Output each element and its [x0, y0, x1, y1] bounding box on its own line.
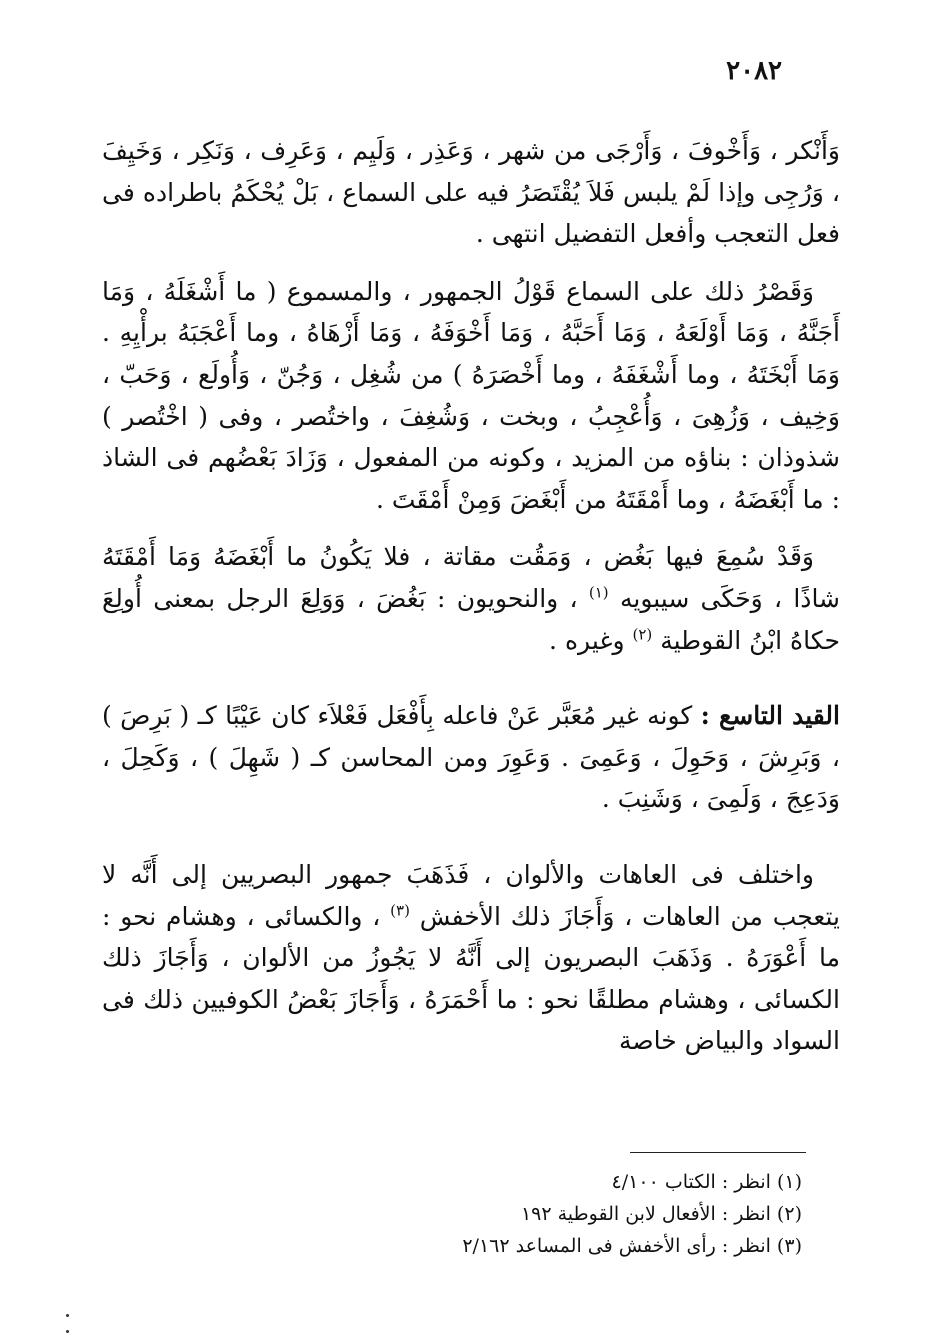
footnote-ref-2[interactable]: (٢)	[632, 625, 653, 644]
footnote-3: (٣) انظر : رأى الأخفش فى المساعد ٢/١٦٢	[462, 1235, 802, 1257]
paragraph-4	[102, 695, 840, 820]
footnote-ref-1[interactable]: (١)	[588, 583, 609, 602]
main-text	[102, 130, 840, 1062]
footnote-divider	[630, 1152, 806, 1153]
page-number: ٢٠٨٢	[726, 56, 782, 86]
section-gap	[102, 661, 840, 695]
paragraph-1: وَأَنْكر ، وَأَخْوفَ ، وَأَرْجَى من شهر ، وَعَذِر ، وَلَيِم ، وَعَرِف ، وَنَكِر ، وَخَيِفَ ، وَرُجِى وإذا لَمْ يلبس فَلاَ يُقْتَصَرُ فيه على السماع ، بَلْ يُحْكَمُ باطراده فى فعل التعجب وأفعل التفضيل انتهى .	[102, 136, 840, 249]
paragraph-3-text-c: وغيره .	[549, 625, 625, 655]
footnotes	[202, 1166, 802, 1262]
paragraph-5-text-b: ، والكسائى ، وهشام نحو : ما أَعْوَرَهُ . وَذَهَبَ البصريون إلى أَنَّهُ لا يَجُوزُ من الألوان ، وَأَجَازَ ذلك الكسائى ، وهشام مطلقًا نحو : ما أَحْمَرَهُ ، وَأَجَازَ بَعْضُ الكوفيين ذلك فى السواد والبياض خاصة	[102, 901, 840, 1056]
scan-speck	[66, 1330, 69, 1333]
footnote-ref-3[interactable]: (٣)	[390, 901, 410, 920]
section-gap	[102, 820, 840, 854]
paragraph-2: وَقَصْرُ ذلك على السماع قَوْلُ الجمهور ، والمسموع ( ما أَشْغَلَهُ ، وَمَا أَجَنَّهُ ، وَمَا أَوْلَعَهُ ، وَمَا أَحَبَّهُ ، وَمَا أَخْوَفَهُ ، وَمَا أَزْهَاهُ ، وما أَعْجَبَهُ برأْيِهِ . وَمَا أَبْخَتَهُ ، وما أَشْغَفَهُ ، وما أَخْصَرَهُ ) من شُغِل ، وَجُنّ ، وَأُولَع ، وَحَبّ ، وَخِيف ، وَزُهِىَ ، وَأُعْجِبُ ، وبخت ، وَشُغِفَ ، واختُصر ، وفى ( اخْتُصر ) شذوذان : بناؤه من المزيد ، وكونه من المفعول ، وَزَادَ بَعْضُهم فى الشاذ : ما أَبْغَضَهُ ، وما أَمْقَتَهُ من أَبْغَضَ وَمِنْ أَمْقَتَ .	[102, 276, 840, 514]
paragraph-5	[102, 854, 840, 1062]
footnote-2: (٢) انظر : الأفعال لابن القوطية ١٩٢	[520, 1203, 802, 1225]
paragraph-5-text-a: واختلف فى العاهات والألوان ، فَذَهَبَ جمهور البصريين إلى أَنَّه لا يتعجب من العاهات ، وَأَجَازَ ذلك الأخفش	[102, 859, 840, 931]
section-heading: القيد التاسع :	[700, 701, 840, 731]
paragraph-3-text-b: ، والنحويون : بَغُضَ ، وَوَلِعَ الرجل بمعنى أُولِعَ حكاهُ ابْنُ القوطية	[102, 583, 840, 655]
paragraph-3	[102, 536, 840, 661]
paragraph-3-text-a: وَقَدْ سُمِعَ فيها بَغُض ، وَمَقُت مقاتة ، فلا يَكُونُ ما أَبْغَضَهُ وَمَا أَمْقَتَهُ شاذًا ، وَحَكَى سيبويه	[102, 542, 841, 613]
footnote-1: (١) انظر : الكتاب ٤/١٠٠	[611, 1171, 802, 1193]
scan-speck	[66, 1314, 69, 1317]
paragraph-gap	[102, 520, 840, 536]
scan-speck-marks	[62, 1312, 72, 1342]
paragraph-4-text: كونه غير مُعَبَّر عَنْ فاعله بِأَفْعَل فَعْلاَء كان عَيْبًا كـ ( بَرِصَ ) ، وَبَرِشَ ، وَحَوِلَ ، وَعَمِىَ . وَعَوِرَ ومن المحاسن كـ ( شَهِلَ ) ، وَكَحِلَ ، وَدَعِجَ ، وَلَمِىَ ، وَشَنِبَ .	[102, 701, 840, 814]
paragraph-gap	[102, 255, 840, 271]
